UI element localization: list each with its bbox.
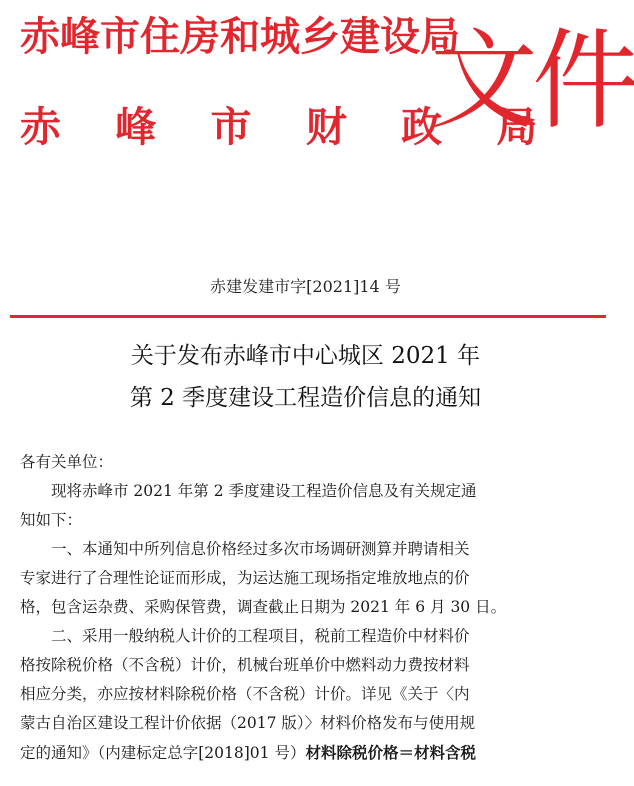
issuer-line-finance-bureau: 赤 峰 市 财 政 局	[20, 103, 558, 151]
body-line: 专家进行了合理性论证而形成，为运达施工现场指定堆放地点的价	[20, 569, 470, 587]
body-line: 知如下：	[20, 511, 83, 529]
salutation: 各有关单位：	[20, 453, 114, 471]
body-line-last	[20, 738, 595, 768]
body-line: 现将赤峰市 2021 年第 2 季度建设工程造价信息及有关规定通	[51, 482, 477, 500]
body-line: 二、采用一般纳税人计价的工程项目，税前工程造价中材料价	[51, 627, 470, 645]
notice-title-line-1: 关于发布赤峰市中心城区 2021 年	[130, 343, 481, 369]
body-line: 一、本通知中所列信息价格经过多次市场调研测算并聘请相关	[51, 540, 470, 558]
document-number: 赤建发建市字[2021]14 号	[210, 277, 401, 296]
body-line: 蒙古自治区建设工程计价依据（2017 版）〉材料价格发布与使用规	[20, 714, 476, 732]
document-type-label: 文件	[430, 19, 634, 144]
document-header	[0, 0, 634, 205]
bold-formula-text: 材料除税价格＝材料含税	[305, 743, 476, 762]
body-line: 相应分类，亦应按材料除税价格（不含税）计价。详见《关于〈内	[20, 685, 470, 703]
issuer-line-housing-bureau: 赤峰市住房和城乡建设局	[20, 14, 460, 60]
body-line: 格按除税价格（不含税）计价，机械台班单价中燃料动力费按材料	[20, 656, 470, 674]
body-line: 格，包含运杂费、采购保管费，调查截止日期为 2021 年 6 月 30 日。	[20, 598, 507, 616]
body-line-text: 定的通知》（内建标定总字[2018]01 号）	[20, 744, 306, 762]
red-divider-line	[10, 315, 606, 318]
notice-title-line-2: 第 2 季度建设工程造价信息的通知	[129, 385, 482, 411]
